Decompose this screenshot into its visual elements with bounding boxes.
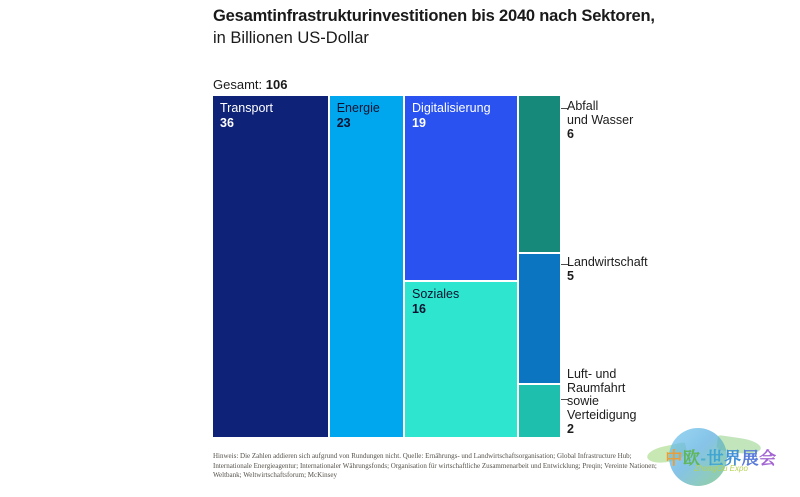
- total-line: [213, 77, 287, 92]
- outside-label-line: und Wasser: [567, 112, 634, 127]
- block-label: [213, 96, 328, 131]
- watermark-char: 欧: [682, 449, 701, 468]
- watermark-char: 中: [665, 449, 683, 468]
- treemap-block-digitalisierung: [405, 96, 517, 280]
- watermark-char: 会: [759, 449, 777, 468]
- treemap-blocks: [213, 96, 560, 437]
- watermark-char: 展: [741, 449, 760, 468]
- total-label: Gesamt:: [213, 77, 263, 92]
- block-value: 19: [412, 116, 426, 130]
- treemap-block-abfall-und-wasser: [519, 96, 560, 252]
- treemap-block-energie: [330, 96, 403, 437]
- treemap-block-transport: [213, 96, 328, 437]
- outside-label-line: Raumfahrt: [567, 380, 626, 395]
- watermark-char: -: [700, 449, 707, 468]
- outside-label-line: Abfall: [567, 99, 599, 113]
- outside-label-line: Verteidigung: [567, 407, 637, 422]
- treemap-block-landwirtschaft: [519, 254, 560, 384]
- outside-label-landwirtschaft: [567, 256, 682, 284]
- outside-label-value: 5: [567, 269, 574, 284]
- outside-label-line: Landwirtschaft: [567, 254, 648, 269]
- outside-label-abfall-und-wasser: [567, 100, 682, 142]
- block-label: [405, 282, 517, 317]
- treemap-chart: [213, 96, 693, 437]
- chart-title-line1: Gesamtinfrastrukturinvestitionen bis 2040 nach Sektoren,: [213, 7, 655, 25]
- watermark-char: 世: [706, 449, 725, 468]
- block-name: Energie: [336, 101, 380, 115]
- chart-title-line2: in Billionen US-Dollar: [213, 29, 369, 47]
- watermark-subtitle: ZhongOu Expo: [694, 464, 748, 473]
- block-name: Digitalisierung: [412, 101, 491, 115]
- block-value: 36: [220, 116, 234, 130]
- treemap-block-luft-und-raumfahrt-sowie-verteidigung: [519, 385, 560, 437]
- source-footnote: Hinweis: Die Zahlen addieren sich aufgrund von Rundungen nicht. Quelle: Ernährungs- und Landwirtschaftsorganisation; Global Infrastructure Hub; Internationale Energieagentur; Internationaler Währungsfonds; Organisation für wirtschaftliche Zusammenarbeit und Entwicklung; Preqin; Vereinte Nationen; Weltbank; Weltwirtschaftsforum; McKinsey: [213, 452, 657, 480]
- outside-label-line: Luft- und: [567, 367, 617, 382]
- watermark-logo: [645, 424, 795, 494]
- outside-label-line: sowie: [567, 394, 599, 409]
- block-name: Transport: [220, 101, 274, 115]
- outside-label-value: 6: [567, 127, 574, 141]
- block-value: 16: [412, 302, 426, 317]
- watermark-char: 界: [724, 449, 742, 468]
- outside-label-value: 2: [567, 422, 574, 437]
- treemap-block-soziales: [405, 282, 517, 437]
- block-label: [405, 96, 517, 131]
- block-label: [330, 96, 403, 131]
- block-name: Soziales: [412, 287, 460, 302]
- block-value: 23: [336, 116, 351, 130]
- total-value: 106: [265, 77, 288, 92]
